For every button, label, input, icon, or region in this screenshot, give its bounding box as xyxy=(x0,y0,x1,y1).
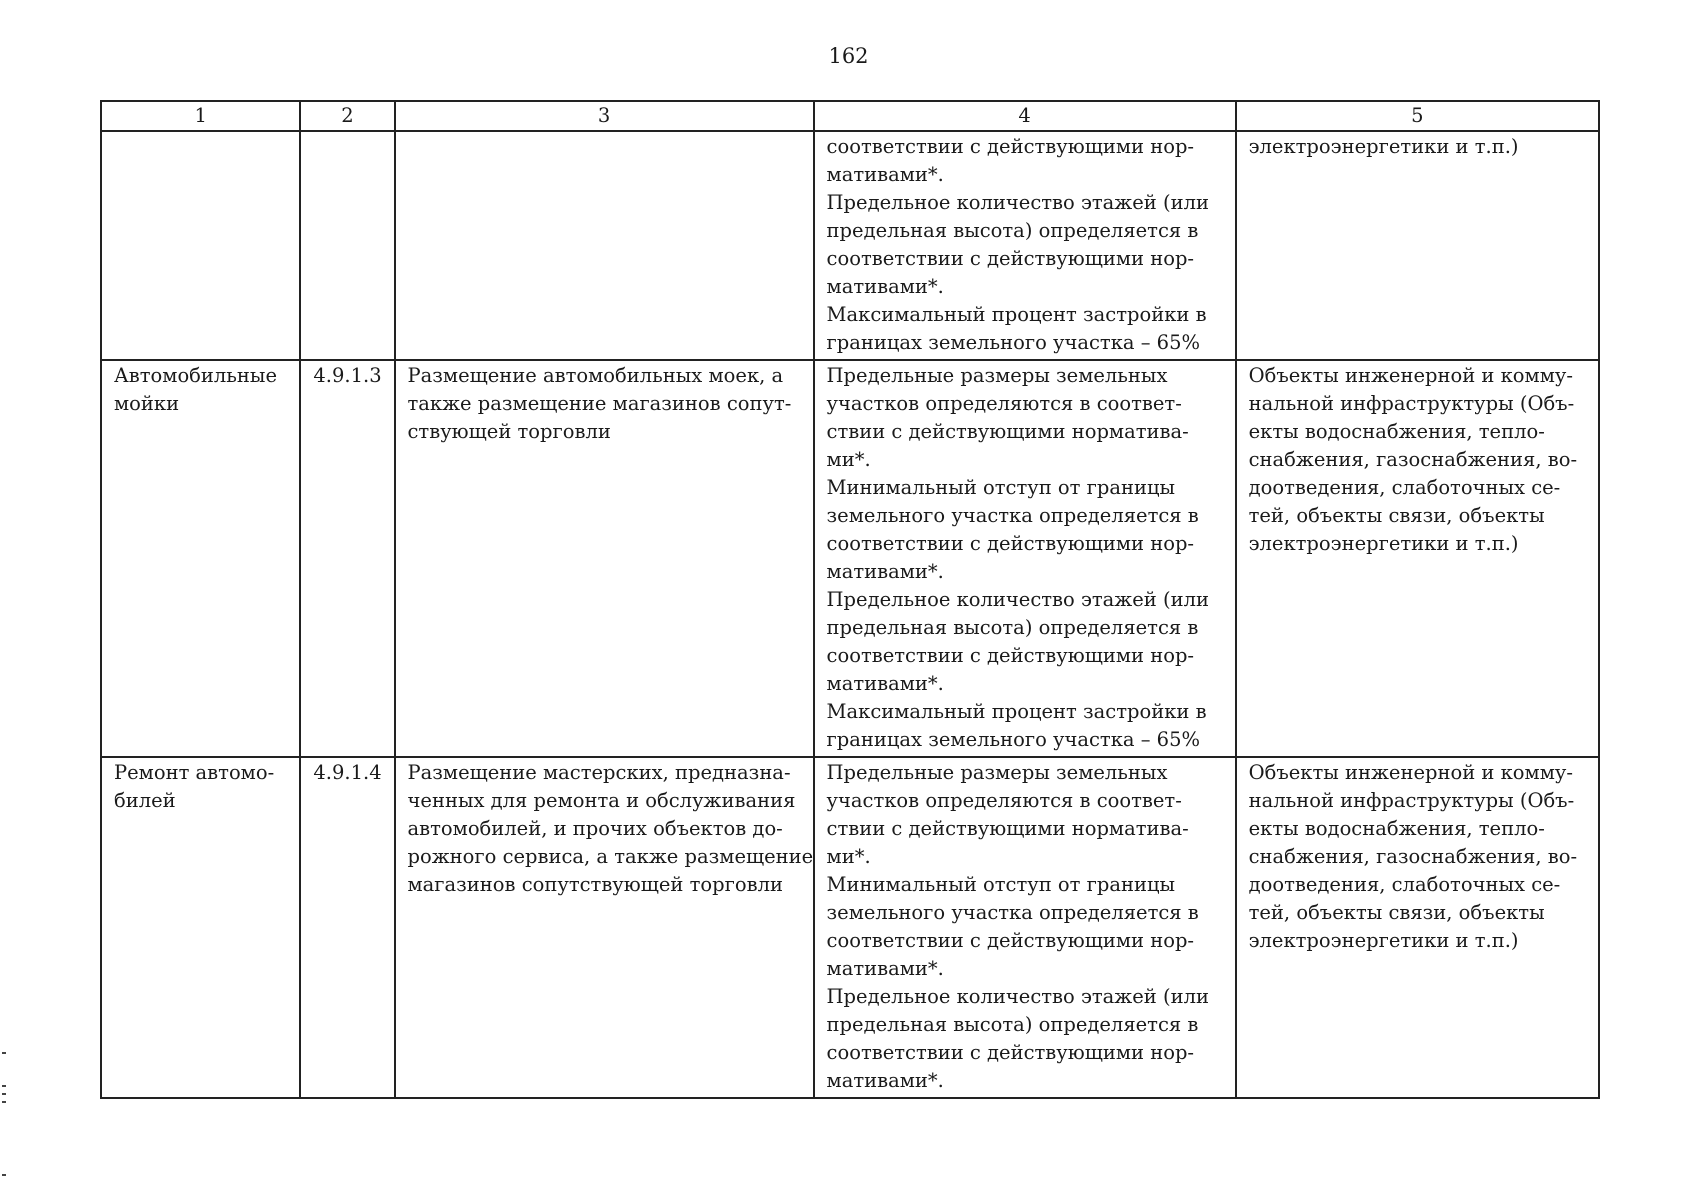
text-line: Автомобильные xyxy=(114,364,277,387)
classifier-code-cell: 4.9.1.4 xyxy=(300,757,394,1098)
text-line: нальной инфраструктуры (Объ- xyxy=(1248,789,1575,812)
text-line: границах земельного участка – 65% xyxy=(826,728,1201,751)
header-row xyxy=(101,101,1599,131)
use-type-cell xyxy=(101,757,300,1098)
text-line: тей, объекты связи, объекты xyxy=(1248,901,1545,924)
text-line: Объекты инженерной и комму- xyxy=(1248,761,1573,784)
parameters-cell xyxy=(814,757,1236,1098)
use-type-cell xyxy=(101,131,300,360)
text-line: земельного участка определяется в xyxy=(826,901,1199,924)
text-line: участков определяются в соответ- xyxy=(826,392,1182,415)
column-header-5: 5 xyxy=(1236,101,1599,131)
text-line: соответствии с действующими нор- xyxy=(826,532,1195,555)
text-line: Размещение мастерских, предназна- xyxy=(407,761,791,784)
text-line: доотведения, слаботочных се- xyxy=(1248,873,1561,896)
text-line: Максимальный процент застройки в xyxy=(826,700,1207,723)
text-line: соответствии с действующими нор- xyxy=(826,929,1195,952)
text-line: ствии с действующими норматива- xyxy=(826,817,1189,840)
text-line: нальной инфраструктуры (Объ- xyxy=(1248,392,1575,415)
land-use-table xyxy=(100,100,1600,1099)
text-line: мативами*. xyxy=(826,957,944,980)
text-line: Минимальный отступ от границы xyxy=(826,873,1176,896)
text-line: ченных для ремонта и обслуживания xyxy=(407,789,796,812)
text-line: екты водоснабжения, тепло- xyxy=(1248,817,1545,840)
text-line: екты водоснабжения, тепло- xyxy=(1248,420,1545,443)
parameters-cell xyxy=(814,131,1236,360)
table-row xyxy=(101,757,1599,1098)
text-line: автомобилей, и прочих объектов до- xyxy=(407,817,783,840)
text-line: доотведения, слаботочных се- xyxy=(1248,476,1561,499)
text-line: тей, объекты связи, объекты xyxy=(1248,504,1545,527)
text-line: соответствии с действующими нор- xyxy=(826,1041,1195,1064)
text-line: Предельное количество этажей (или xyxy=(826,985,1209,1008)
scan-mark xyxy=(2,1085,6,1087)
text-line: мойки xyxy=(114,392,180,415)
text-line: магазинов сопутствующей торговли xyxy=(407,873,783,896)
classifier-code-cell: 4.9.1.3 xyxy=(300,360,394,757)
text-line: соответствии с действующими нор- xyxy=(826,135,1195,158)
use-description-cell xyxy=(395,360,814,757)
text-line: мативами*. xyxy=(826,672,944,695)
table-body xyxy=(101,131,1599,1098)
table-row xyxy=(101,360,1599,757)
auxiliary-uses-cell xyxy=(1236,131,1599,360)
text-line: электроэнергетики и т.п.) xyxy=(1248,929,1519,952)
text-line: земельного участка определяется в xyxy=(826,504,1199,527)
text-line: соответствии с действующими нор- xyxy=(826,247,1195,270)
text-line: Ремонт автомо- xyxy=(114,761,275,784)
column-header-4: 4 xyxy=(814,101,1236,131)
use-description-cell xyxy=(395,757,814,1098)
text-line: предельная высота) определяется в xyxy=(826,616,1199,639)
text-line: ствии с действующими норматива- xyxy=(826,420,1189,443)
text-line: электроэнергетики и т.п.) xyxy=(1248,135,1519,158)
text-line: ми*. xyxy=(826,448,871,471)
text-line: снабжения, газоснабжения, во- xyxy=(1248,845,1578,868)
text-line: мативами*. xyxy=(826,1069,944,1092)
text-line: Минимальный отступ от границы xyxy=(826,476,1176,499)
text-line: Предельное количество этажей (или xyxy=(826,191,1209,214)
text-line: Предельное количество этажей (или xyxy=(826,588,1209,611)
text-line: Предельные размеры земельных xyxy=(826,364,1168,387)
text-line: мативами*. xyxy=(826,163,944,186)
text-line: мативами*. xyxy=(826,560,944,583)
page-number: 162 xyxy=(828,44,869,68)
text-line: Максимальный процент застройки в xyxy=(826,303,1207,326)
text-line: ми*. xyxy=(826,845,871,868)
use-description-cell xyxy=(395,131,814,360)
use-type-cell xyxy=(101,360,300,757)
text-line: снабжения, газоснабжения, во- xyxy=(1248,448,1578,471)
text-line: мативами*. xyxy=(826,275,944,298)
column-header-1: 1 xyxy=(101,101,300,131)
text-line: электроэнергетики и т.п.) xyxy=(1248,532,1519,555)
text-line: рожного сервиса, а также размещение xyxy=(407,845,814,868)
text-line: ствующей торговли xyxy=(407,420,611,443)
parameters-cell xyxy=(814,360,1236,757)
column-header-2: 2 xyxy=(300,101,394,131)
text-line: предельная высота) определяется в xyxy=(826,1013,1199,1036)
text-line: билей xyxy=(114,789,176,812)
scan-mark xyxy=(2,1101,6,1103)
classifier-code-cell xyxy=(300,131,394,360)
text-line: Размещение автомобильных моек, а xyxy=(407,364,784,387)
auxiliary-uses-cell xyxy=(1236,757,1599,1098)
scan-mark xyxy=(2,1174,6,1176)
text-line: участков определяются в соответ- xyxy=(826,789,1182,812)
column-header-3: 3 xyxy=(395,101,814,131)
scan-mark xyxy=(2,1093,6,1095)
text-line: соответствии с действующими нор- xyxy=(826,644,1195,667)
text-line: Объекты инженерной и комму- xyxy=(1248,364,1573,387)
scan-mark xyxy=(2,1052,6,1054)
table-row xyxy=(101,131,1599,360)
text-line: границах земельного участка – 65% xyxy=(826,331,1201,354)
text-line: Предельные размеры земельных xyxy=(826,761,1168,784)
text-line: предельная высота) определяется в xyxy=(826,219,1199,242)
auxiliary-uses-cell xyxy=(1236,360,1599,757)
text-line: также размещение магазинов сопут- xyxy=(407,392,792,415)
